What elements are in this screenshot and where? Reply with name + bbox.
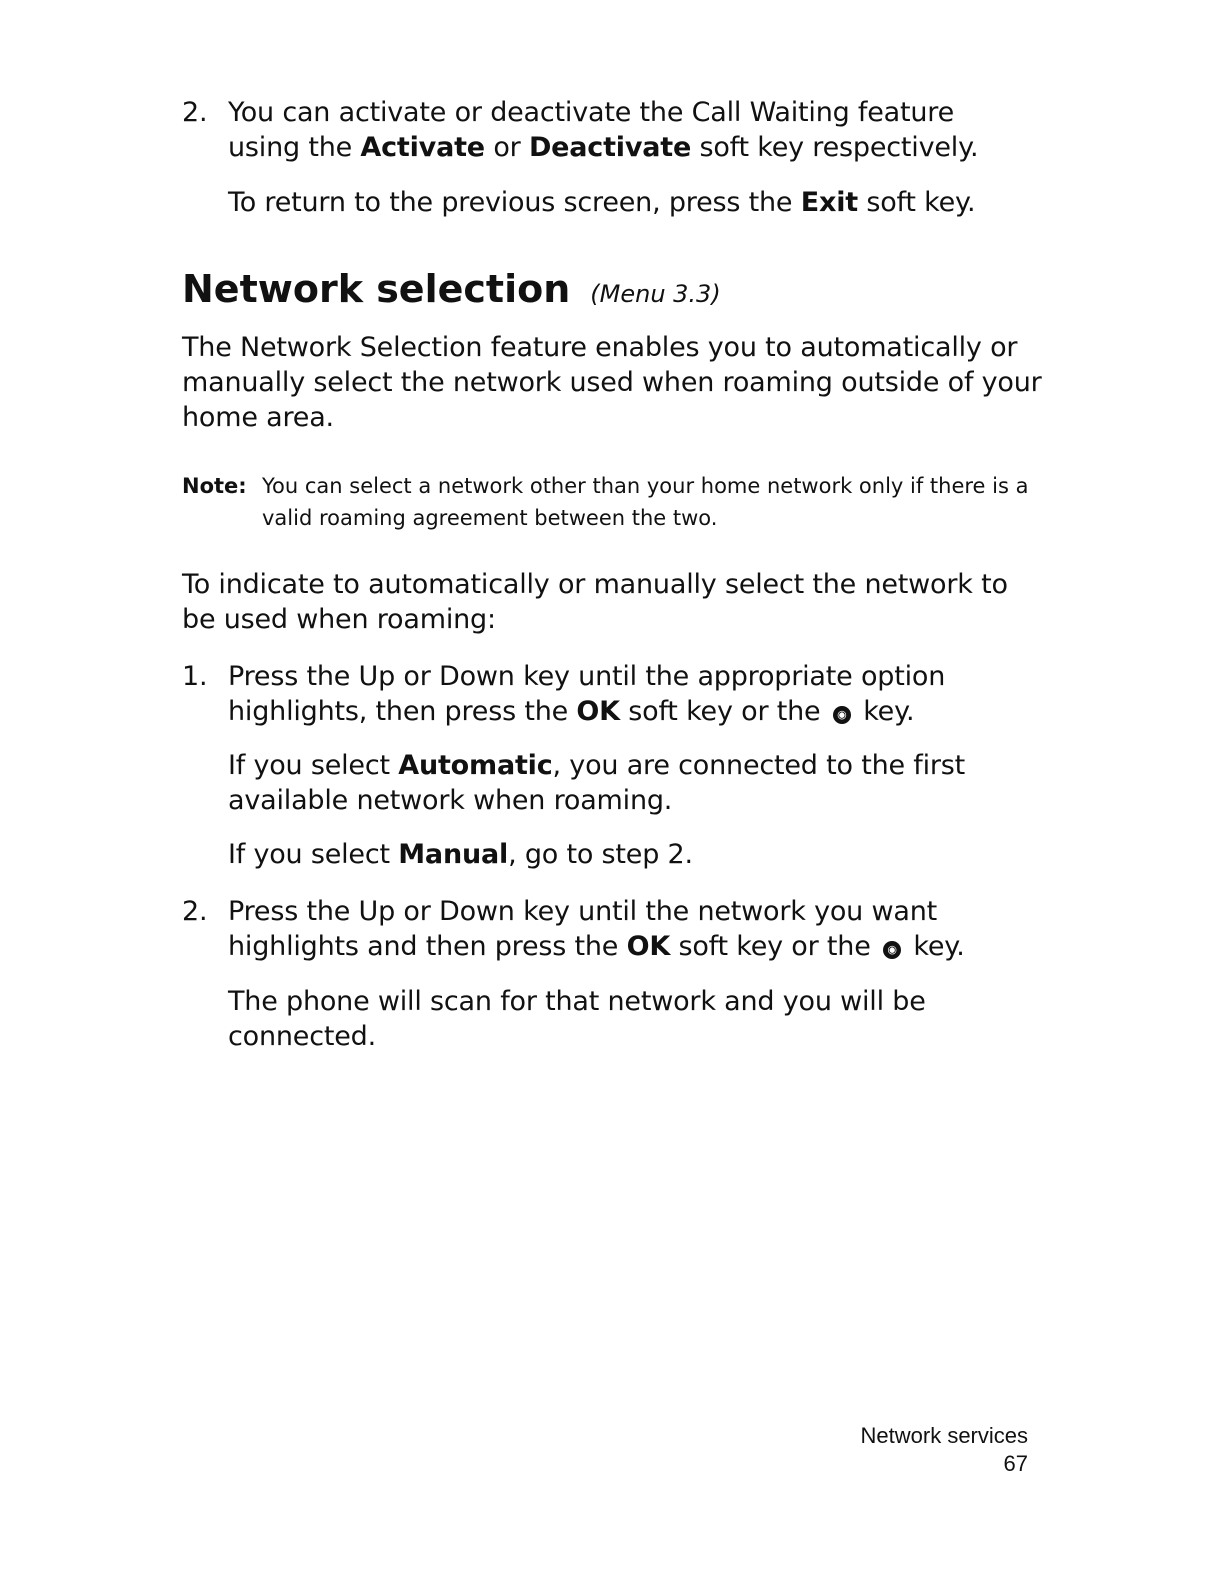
text-run: If you select — [228, 750, 399, 781]
step-number: 2. — [182, 896, 208, 927]
return-paragraph — [228, 185, 1028, 220]
instructions-intro: To indicate to automatically or manually select the network to be used when roaming: — [182, 569, 1008, 635]
text-run: You can activate or deactivate the Call Waiting feature using the — [228, 97, 955, 163]
ok-key-label: OK — [626, 931, 671, 962]
text-run: , go to step 2. — [508, 839, 693, 870]
automatic-label: Automatic — [398, 750, 553, 781]
manual-label: Manual — [398, 839, 509, 870]
step-text — [228, 894, 1028, 964]
automatic-paragraph — [228, 748, 1028, 818]
page-footer — [861, 1422, 1028, 1478]
text-run: To return to the previous screen, press the — [228, 187, 801, 218]
select-key-icon: ◉ — [883, 941, 901, 959]
page-number: 67 — [1003, 1451, 1028, 1476]
text-run: If you select — [228, 839, 399, 870]
text-run: , you are connected to the first available network when roaming. — [228, 750, 966, 816]
text-run: soft key or the — [670, 931, 880, 962]
step-number: 1. — [182, 661, 208, 692]
heading-title: Network selection — [182, 267, 571, 311]
section-heading — [182, 264, 721, 319]
select-key-icon: ◉ — [833, 706, 851, 724]
ok-key-label: OK — [576, 696, 620, 727]
intro-paragraph: The Network Selection feature enables you to automatically or manually select the network used when roaming outside of your home area. — [182, 332, 1042, 433]
text-run: key. — [905, 931, 965, 962]
footer-section-name: Network services — [860, 1423, 1028, 1448]
exit-key-label: Exit — [800, 187, 858, 218]
text-run: Press the Up or Down key until the network you want highlights and then press the — [228, 896, 937, 962]
note-text: You can select a network other than your home network only if there is a valid roaming agreement between the two. — [262, 474, 1029, 530]
deactivate-key-label: Deactivate — [528, 132, 692, 163]
text-run: soft key. — [857, 187, 976, 218]
scan-paragraph: The phone will scan for that network and you will be connected. — [228, 986, 926, 1052]
text-run: key. — [854, 696, 915, 727]
step-text — [228, 95, 1028, 165]
activate-key-label: Activate — [360, 132, 485, 163]
text-run: Press the Up or Down key until the appropriate option highlights, then press the — [228, 661, 946, 727]
manual-paragraph — [228, 837, 1028, 872]
step-number: 2. — [182, 97, 208, 128]
menu-reference: (Menu 3.3) — [590, 280, 721, 308]
step-text — [228, 659, 1028, 729]
text-run: soft key or the — [619, 696, 829, 727]
note-label: Note: — [182, 474, 247, 498]
text-run: soft key respectively. — [691, 132, 979, 163]
text-run: or — [484, 132, 529, 163]
